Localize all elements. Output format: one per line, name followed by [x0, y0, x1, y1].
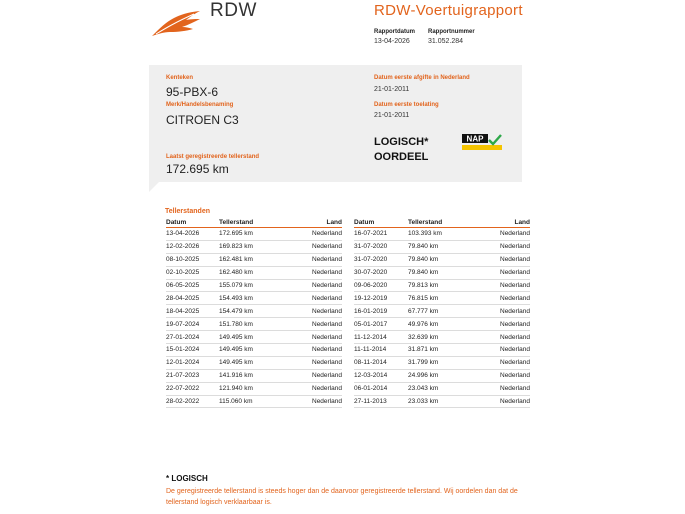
verdict: LOGISCH* OORDEEL: [374, 136, 429, 163]
table-row: [166, 253, 342, 266]
row-country: Nederland: [289, 292, 342, 305]
row-reading: 154.493 km: [219, 292, 289, 305]
table-row: [166, 292, 342, 305]
row-country: Nederland: [478, 292, 530, 305]
row-reading: 79.840 km: [408, 240, 478, 253]
row-date: 09-06-2020: [354, 279, 408, 292]
table-row: [354, 369, 530, 382]
table-row: [166, 266, 342, 279]
row-date: 16-07-2021: [354, 228, 408, 241]
row-country: Nederland: [289, 228, 342, 241]
table-row: [354, 240, 530, 253]
table-row: [354, 228, 530, 241]
row-reading: 149.495 km: [219, 331, 289, 344]
row-reading: 31.799 km: [408, 356, 478, 369]
table-row: [166, 279, 342, 292]
row-reading: 23.033 km: [408, 395, 478, 408]
row-date: 28-02-2022: [166, 395, 219, 408]
table-row: [354, 318, 530, 331]
table-row: [354, 382, 530, 395]
row-reading: 141.916 km: [219, 369, 289, 382]
row-date: 18-04-2025: [166, 305, 219, 318]
table-row: [354, 305, 530, 318]
plate-label: Kenteken: [166, 75, 194, 81]
col-date: Datum: [354, 217, 408, 228]
svg-text:NAP: NAP: [466, 134, 484, 144]
table-row: [354, 331, 530, 344]
table-row: [166, 395, 342, 408]
table-row: [166, 356, 342, 369]
first-admission-label: Datum eerste toelating: [374, 102, 439, 108]
row-date: 31-07-2020: [354, 240, 408, 253]
row-country: Nederland: [478, 318, 530, 331]
row-date: 16-01-2019: [354, 305, 408, 318]
row-country: Nederland: [289, 369, 342, 382]
row-country: Nederland: [478, 228, 530, 241]
row-country: Nederland: [478, 382, 530, 395]
report-date: 13-04-2026: [374, 38, 410, 45]
report-date-label: Rapportdatum: [374, 29, 415, 35]
row-country: Nederland: [289, 331, 342, 344]
col-country: Land: [478, 217, 530, 228]
history-table-left: [166, 217, 342, 408]
make-model: CITROEN C3: [166, 113, 239, 127]
row-reading: 79.840 km: [408, 253, 478, 266]
row-reading: 151.780 km: [219, 318, 289, 331]
row-date: 31-07-2020: [354, 253, 408, 266]
row-date: 06-01-2014: [354, 382, 408, 395]
row-date: 22-07-2022: [166, 382, 219, 395]
col-country: Land: [289, 217, 342, 228]
row-date: 13-04-2026: [166, 228, 219, 241]
table-row: [354, 253, 530, 266]
row-country: Nederland: [289, 253, 342, 266]
first-nl-label: Datum eerste afgifte in Nederland: [374, 75, 470, 81]
row-reading: 67.777 km: [408, 305, 478, 318]
report-number: 31.052.284: [428, 38, 464, 45]
row-country: Nederland: [478, 266, 530, 279]
row-reading: 155.079 km: [219, 279, 289, 292]
table-row: [166, 318, 342, 331]
first-nl-date: 21-01-2011: [374, 86, 410, 93]
row-country: Nederland: [289, 279, 342, 292]
row-country: Nederland: [478, 279, 530, 292]
table-row: [166, 305, 342, 318]
row-date: 12-02-2026: [166, 240, 219, 253]
row-reading: 149.495 km: [219, 356, 289, 369]
row-country: Nederland: [478, 253, 530, 266]
row-date: 05-01-2017: [354, 318, 408, 331]
row-country: Nederland: [478, 369, 530, 382]
odometer-label: Laatst geregistreerde tellerstand: [166, 154, 260, 160]
row-country: Nederland: [478, 395, 530, 408]
row-reading: 103.393 km: [408, 228, 478, 241]
row-country: Nederland: [478, 240, 530, 253]
row-date: 12-03-2014: [354, 369, 408, 382]
row-date: 06-05-2025: [166, 279, 219, 292]
row-date: 11-11-2014: [354, 344, 408, 357]
report-number-label: Rapportnummer: [428, 29, 475, 35]
row-country: Nederland: [289, 240, 342, 253]
row-date: 19-07-2024: [166, 318, 219, 331]
row-date: 08-11-2014: [354, 356, 408, 369]
history-title: Tellerstanden: [165, 208, 210, 215]
row-country: Nederland: [289, 344, 342, 357]
row-date: 02-10-2025: [166, 266, 219, 279]
row-reading: 149.495 km: [219, 344, 289, 357]
row-reading: 31.871 km: [408, 344, 478, 357]
table-row: [166, 369, 342, 382]
nap-check-icon: [462, 134, 502, 150]
row-date: 12-01-2024: [166, 356, 219, 369]
row-date: 28-04-2025: [166, 292, 219, 305]
table-row: [166, 382, 342, 395]
make-label: Merk/Handelsbenaming: [166, 102, 234, 108]
row-date: 21-07-2023: [166, 369, 219, 382]
table-row: [166, 240, 342, 253]
row-date: 30-07-2020: [354, 266, 408, 279]
row-reading: 76.815 km: [408, 292, 478, 305]
row-reading: 24.996 km: [408, 369, 478, 382]
table-row: [354, 395, 530, 408]
row-country: Nederland: [478, 356, 530, 369]
table-row: [166, 344, 342, 357]
footnote-title: * LOGISCH: [166, 474, 208, 483]
row-reading: 115.060 km: [219, 395, 289, 408]
row-country: Nederland: [478, 331, 530, 344]
table-row: [354, 279, 530, 292]
row-country: Nederland: [289, 395, 342, 408]
first-admission-date: 21-01-2011: [374, 112, 410, 119]
row-reading: 79.840 km: [408, 266, 478, 279]
logo-text: RDW: [210, 0, 257, 21]
history-table-right: [354, 217, 530, 408]
row-reading: 32.639 km: [408, 331, 478, 344]
col-reading: Tellerstand: [408, 217, 478, 228]
row-country: Nederland: [289, 318, 342, 331]
last-odometer: 172.695 km: [166, 162, 229, 176]
row-reading: 79.813 km: [408, 279, 478, 292]
row-date: 19-12-2019: [354, 292, 408, 305]
row-date: 27-11-2013: [354, 395, 408, 408]
row-country: Nederland: [289, 356, 342, 369]
row-date: 27-01-2024: [166, 331, 219, 344]
col-date: Datum: [166, 217, 219, 228]
row-country: Nederland: [289, 382, 342, 395]
row-date: 15-01-2024: [166, 344, 219, 357]
row-reading: 121.940 km: [219, 382, 289, 395]
license-plate: 95-PBX-6: [166, 85, 219, 99]
rdw-logo-icon: [150, 8, 204, 38]
row-country: Nederland: [289, 305, 342, 318]
row-reading: 162.480 km: [219, 266, 289, 279]
report-title: RDW-Voertuigrapport: [374, 2, 523, 19]
row-reading: 49.976 km: [408, 318, 478, 331]
table-row: [354, 356, 530, 369]
table-row: [354, 266, 530, 279]
row-reading: 172.695 km: [219, 228, 289, 241]
row-reading: 162.481 km: [219, 253, 289, 266]
row-date: 08-10-2025: [166, 253, 219, 266]
row-reading: 169.823 km: [219, 240, 289, 253]
row-reading: 23.043 km: [408, 382, 478, 395]
table-row: [354, 344, 530, 357]
row-reading: 154.479 km: [219, 305, 289, 318]
row-country: Nederland: [289, 266, 342, 279]
footnote-text: De geregistreerde tellerstand is steeds hoger dan de daarvoor geregistreerde tellerstand. Wij oordelen dan dat de tellerstand logisch verklaarbaar is.: [166, 488, 518, 506]
row-country: Nederland: [478, 344, 530, 357]
table-row: [166, 331, 342, 344]
table-row: [354, 292, 530, 305]
col-reading: Tellerstand: [219, 217, 289, 228]
row-date: 11-12-2014: [354, 331, 408, 344]
table-row: [166, 228, 342, 241]
panel-corner: [149, 182, 159, 192]
row-country: Nederland: [478, 305, 530, 318]
